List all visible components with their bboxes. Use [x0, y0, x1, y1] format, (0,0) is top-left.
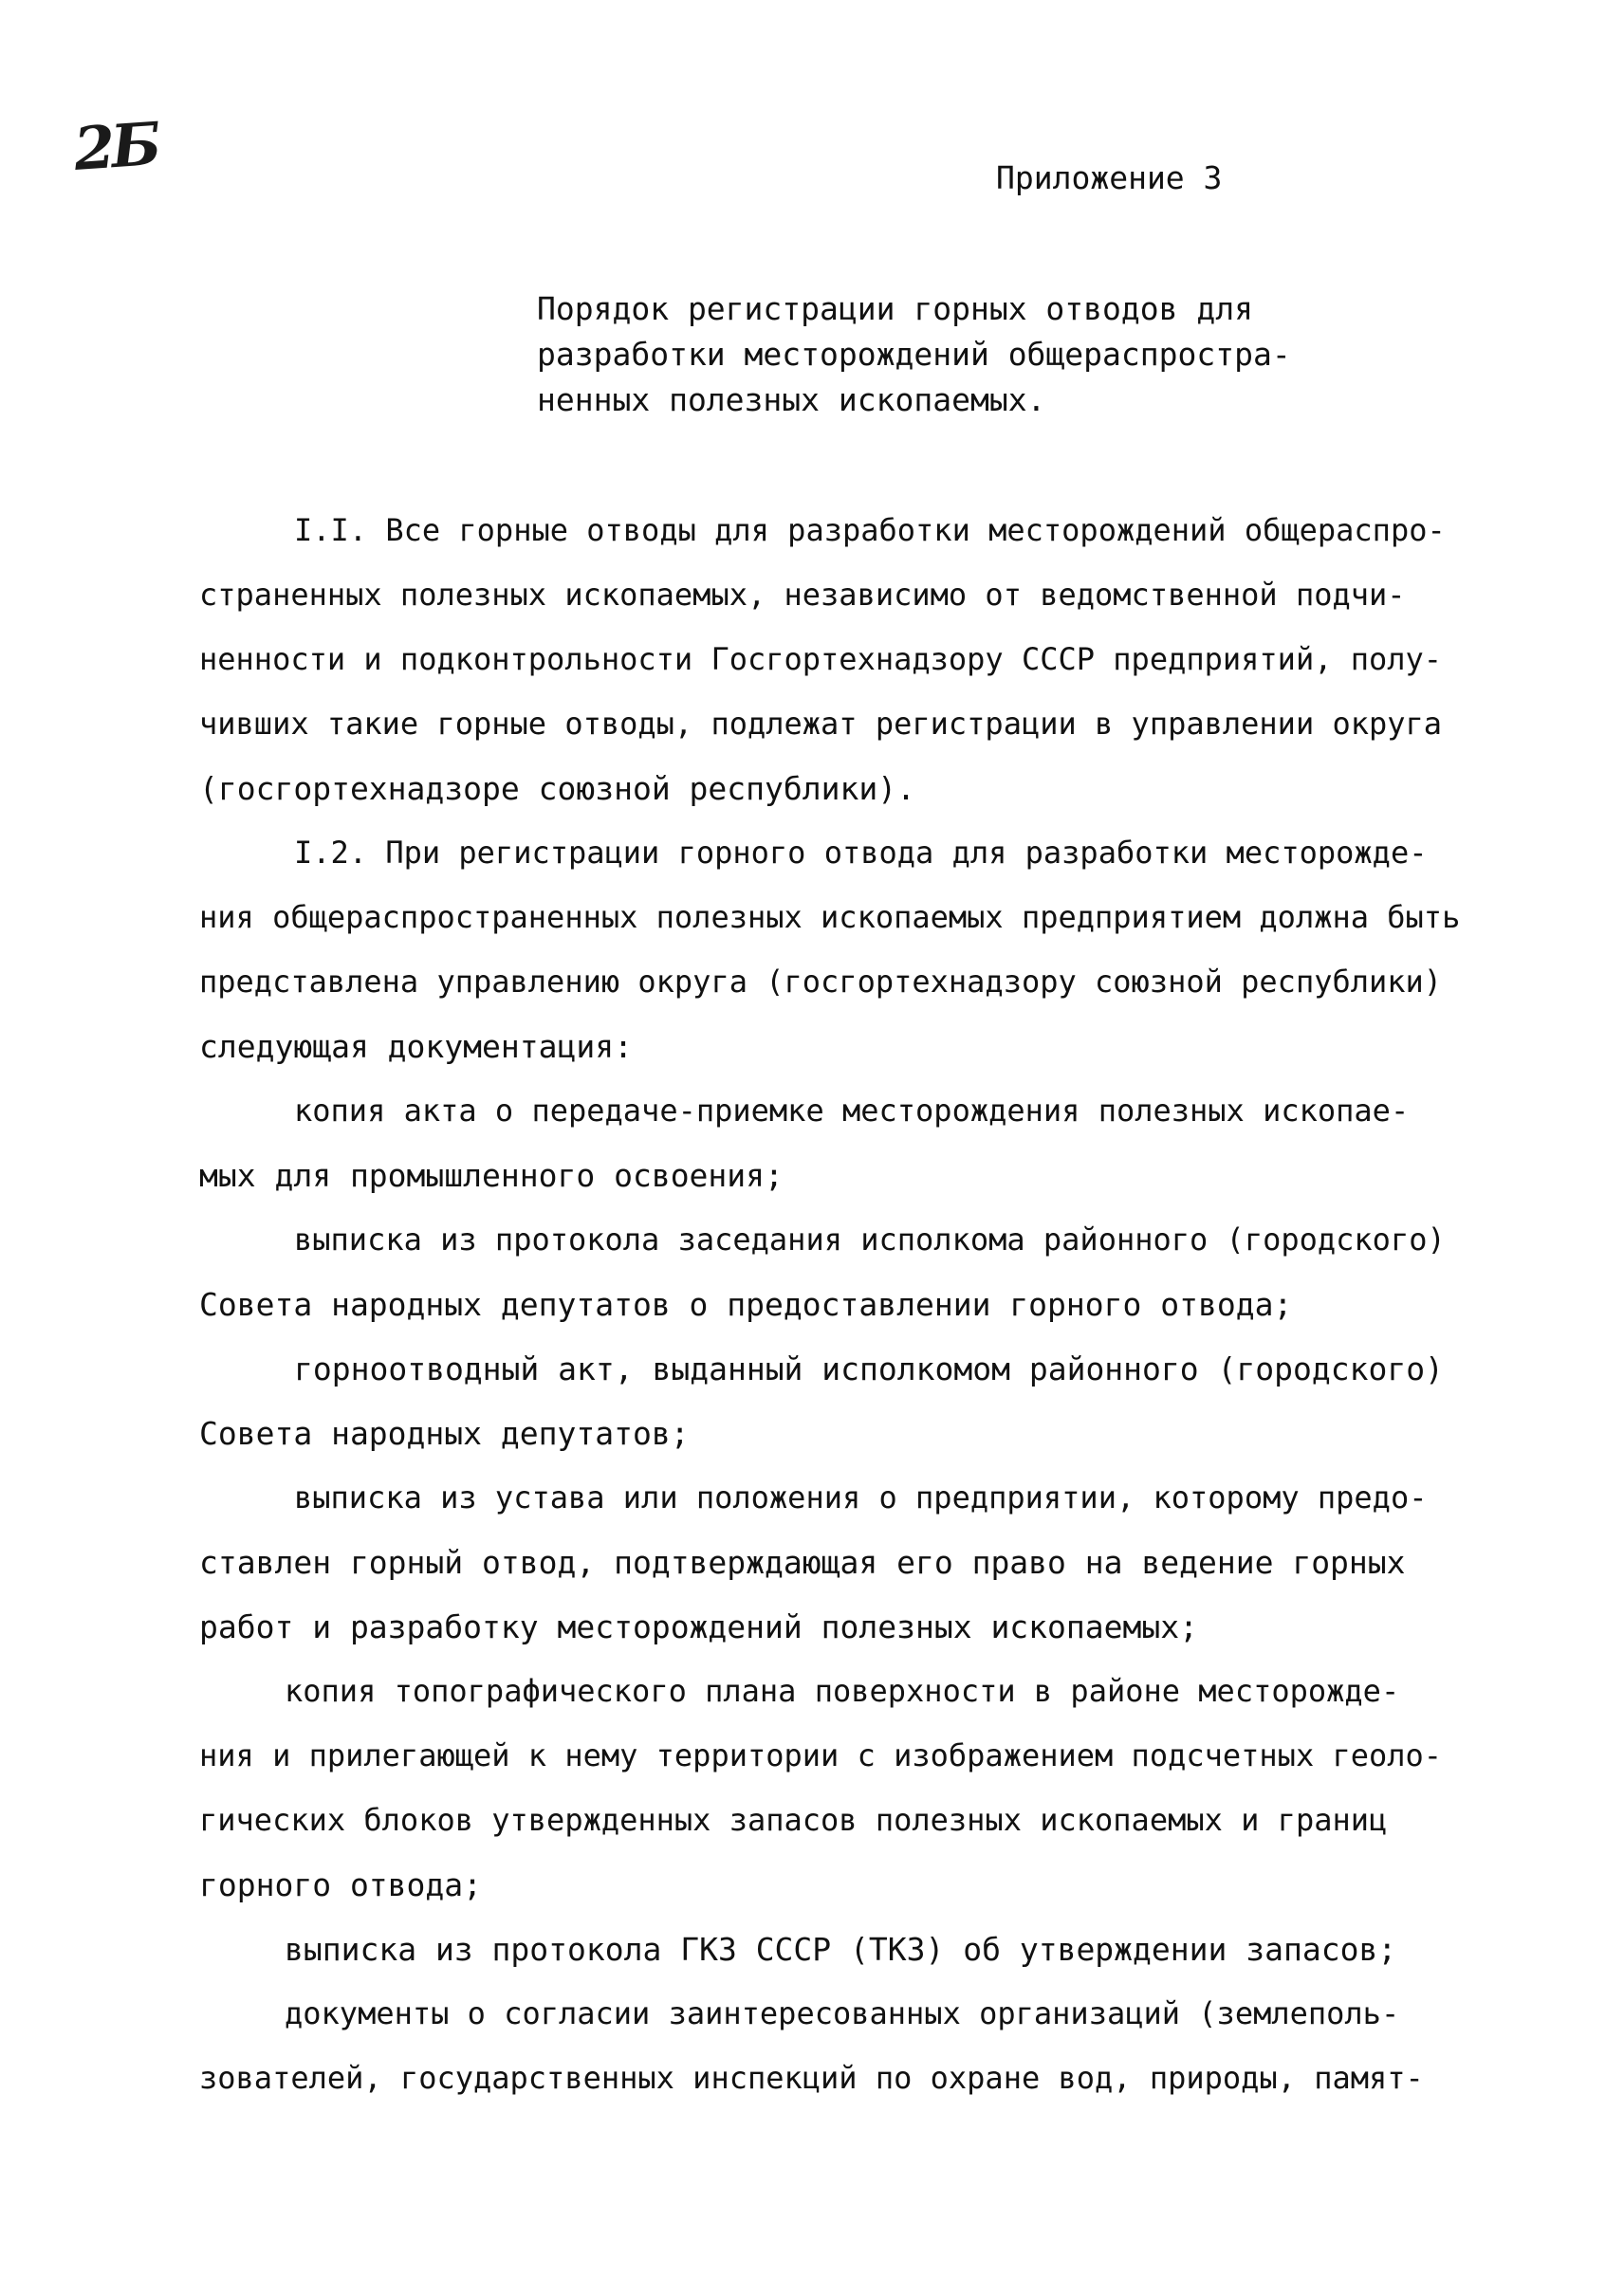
text-line: ния и прилегающей к нему территории с изображением подсчетных геоло-	[199, 1737, 1443, 1773]
text-line: ненности и подконтрольности Госгортехнадзору СССР предприятий, полу-	[199, 641, 1443, 677]
text-line: горного отвода;	[199, 1866, 483, 1903]
text-line: копия топографического плана поверхности в районе месторожде-	[285, 1673, 1400, 1709]
text-line: копия акта о передаче-приемке месторождения полезных ископае-	[294, 1093, 1410, 1129]
text-line: выписка из протокола заседания исполкома районного (городского)	[294, 1221, 1446, 1258]
title-line: разработки месторождений общераспростра-	[537, 336, 1291, 373]
text-line: выписка из устава или положения о предприятии, которому предо-	[294, 1479, 1428, 1515]
text-line: следующая документация:	[199, 1028, 633, 1065]
text-line: зователей, государственных инспекций по охране вод, природы, памят-	[199, 2060, 1424, 2096]
text-line: (госгортехнадзоре союзной республики).	[199, 770, 915, 807]
text-line: чивших такие горные отводы, подлежат регистрации в управлении округа	[199, 706, 1443, 742]
appendix-label: Приложение 3	[996, 159, 1223, 196]
text-line: ния общераспространенных полезных ископаемых предприятием должна быть	[199, 899, 1461, 935]
text-line: I.2. При регистрации горного отвода для разработки месторожде-	[294, 835, 1428, 871]
text-line: выписка из протокола ГКЗ СССР (ТКЗ) об утверждении запасов;	[285, 1931, 1397, 1968]
handwritten-page-number: 2Б	[71, 109, 160, 184]
title-line: Порядок регистрации горных отводов для	[537, 290, 1253, 327]
text-line: гических блоков утвержденных запасов полезных ископаемых и границ	[199, 1802, 1388, 1838]
text-line: I.I. Все горные отводы для разработки месторождений общераспро-	[294, 512, 1446, 548]
text-line: Совета народных депутатов о предоставлении горного отвода;	[199, 1286, 1293, 1323]
text-line: документы о согласии заинтересованных организаций (землеполь-	[285, 1995, 1400, 2031]
title-line: ненных полезных ископаемых.	[537, 381, 1046, 418]
text-line: страненных полезных ископаемых, независимо от ведомственной подчи-	[199, 577, 1406, 613]
text-line: Совета народных депутатов;	[199, 1415, 690, 1452]
text-line: горноотводный акт, выданный исполкомом районного (городского)	[294, 1350, 1444, 1387]
text-line: представлена управлению округа (госгортехнадзору союзной республики)	[199, 964, 1443, 1000]
text-line: ставлен горный отвод, подтверждающая его право на ведение горных	[199, 1544, 1406, 1581]
text-line: мых для промышленного освоения;	[199, 1157, 784, 1194]
text-line: работ и разработку месторождений полезных ископаемых;	[199, 1608, 1198, 1645]
